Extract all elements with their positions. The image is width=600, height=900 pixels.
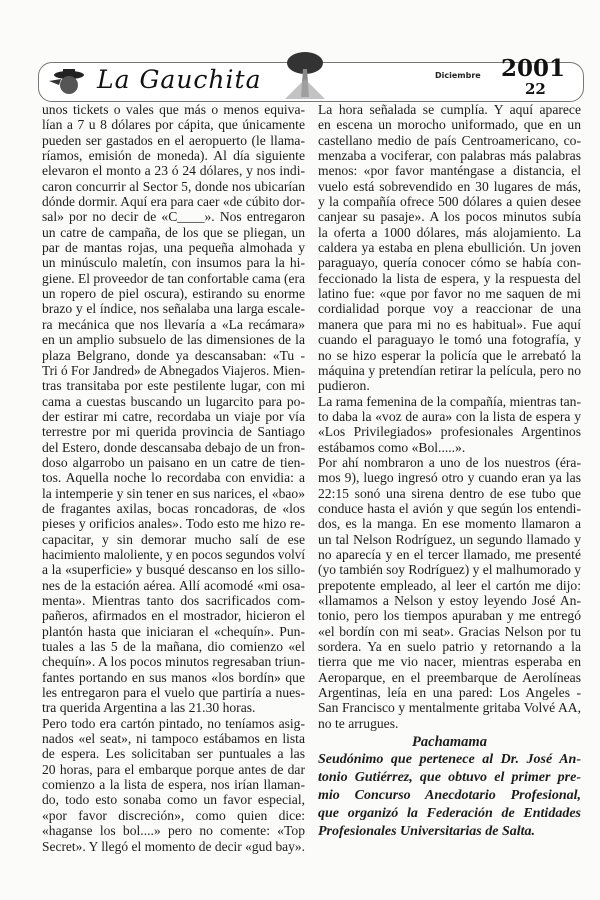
text-line: vuelo está sobrevendido en 30 lugares de más, [318,178,581,194]
text-line: ríamos, emisión de moneda). Al día siguiente [42,148,305,164]
text-line: sal» por no decir de «C____». Nos entregaron [42,209,305,225]
text-line: conduce hasta el avión y que según los entendi- [318,500,581,516]
text-line: lían a 7 u 8 dólares por cápita, que únicamente [42,117,305,133]
text-line: «Los Privilegiados» profesionales Argentinos [318,424,581,440]
text-line: manera que para mi no es habitual». Fue aquí [318,316,581,332]
text-line: terrestre por mi querida provincia de Santiago [42,424,305,440]
text-line: un tal Nelson Rodríguez, un segundo llamado y [318,531,581,547]
text-line: pieses y orificios anales». Todo esto me hizo re- [42,516,305,532]
text-line: unos tickets o vales que más o menos equiva- [42,102,305,117]
text-line: plaza Belgrano, donde ya descansaban: «Tu - [42,347,305,363]
text-line: tos. Aquella noche lo recordaba con envidia: a [42,470,305,486]
text-line: Por ahí nombraron a uno de los nuestros (éra- [318,454,581,470]
text-line: cordialidad porque voy a reaccionar de una [318,301,581,317]
text-line: Tri ó For Jandred» de Abnegados Viajeros. Mien- [42,362,306,378]
text-line: caldera ya estaba en plena ebullición. Un joven [318,240,581,256]
text-line: estábamos como «Bol.....». [318,439,466,455]
text-line: caron concurrir al Sector 5, donde nos ubicarían [42,178,305,194]
text-line: par de mantas rojas, una pequeña almohada y [42,240,305,256]
text-line: en un amplio subsuelo de las dimensiones de la [42,332,305,348]
text-line: un ropero de piel oscura), estirando su enorme [42,286,305,302]
text-line: Secret». Y llegó el momento de decir «gud bay». [42,838,305,854]
left-column [42,102,305,854]
text-line: sordera. Ya en suelo patrio y retornando a la [318,639,581,655]
text-line: del Estero, donde descansaba debajo de un fron- [42,439,305,455]
text-line: plantón hasta que iniciaran el «chequín». Pun- [42,623,305,639]
text-line: castellano medio de país Centroamericano, co- [318,132,581,148]
text-line: tra querida Argentina a las 21.30 horas. [42,700,256,716]
text-line: un catre de campaña, de los que se pliegan, un [42,224,305,240]
text-line: prepotente empleado, al leer el cartón me dijo: [318,577,581,593]
text-line: ra mecánica que nos llevaría a «La recámara» [42,316,305,332]
text-line: tonio, pero los tiempos apuraban y me entregó [318,608,581,624]
text-line: 20 horas, para el embarque porque antes de dar [42,761,305,777]
text-line: Argentinas, leía en una pared: Los Angeles - [318,685,581,701]
text-line: pañeros, afirmados en el mostrador, hicieron el [42,608,305,624]
text-line: brazo y el índice, nos señalaba una larga escale- [42,301,305,317]
text-line: «haganse los bol....» pero no comente: «Top [42,823,305,839]
text-line: tuales a las 5 de la mañana, dio comienzo «el [42,639,305,655]
credit-line: Profesionales Universitarias de Salta. [318,824,536,840]
text-line: elevaron el monto a 23 ó 24 dólares, y nos indi- [42,163,305,179]
text-line: San Francisco y mentalmente gritaba Volvé AA, [318,700,581,716]
text-line: canjear su pasaje». A los pocos minutos subía [318,209,581,225]
text-line: to daba la «voz de aura» con la lista de espera y [318,408,581,424]
text-line: de espera. Les solicitaban ser puntuales a las [42,746,305,762]
text-line: nados «el seat», ni tampoco estábamos en lista [42,731,305,747]
text-line: en escena un morocho uniformado, que en un [318,117,581,133]
author-credit [318,751,581,841]
text-line: feccionado la lista de espera, y la respuesta del [318,270,581,286]
paragraph [42,102,305,716]
text-line: menos: «por favor manténgase a distancia, el [318,163,581,179]
masthead [38,55,584,102]
text-line: comienzo a la lista de espera, nos irían llaman- [42,777,305,793]
text-line: la intemperie y sin tener en sus narices, el «bao» [42,485,306,501]
text-line: La hora señalada se cumplía. Y aquí aparece [318,102,581,117]
text-line: der estirar mi catre, recordaba un viaje por vía [42,408,305,424]
text-line: dónde dormir. Aquí era para caer «de cúbito dor- [42,194,305,210]
tree-illustration-icon [279,49,331,101]
text-line: un minúsculo maletín, con insumos para la hi- [42,255,305,271]
credit-line: Seudónimo que pertenece al Dr. José An- [318,752,581,768]
text-line: no aparecía y en el tercer llamado, me presenté [318,546,581,562]
text-line: do, todo esto sonaba como un favor especial, [42,792,305,808]
text-line: menzaba a vociferar, con palabras más palabras [318,148,581,164]
issue-number: 22 [525,80,546,98]
issue-month: Diciembre [435,71,481,80]
text-line: pueden ser gastados en el aeropuerto (le llama- [42,132,305,148]
text-line: paraguayo, quería conocer cómo se había con- [318,255,581,271]
text-line: tras transitaba por este pestilente lugar, con mi [42,378,305,394]
text-line: hacimiento maloliente, y en pocos segundos volví [42,546,306,562]
paragraph [42,716,305,854]
text-line: no te arrugues. [318,715,399,731]
gaucho-logo-icon [47,67,87,97]
paragraph [318,394,581,455]
text-line: de fragantes axilas, bocas roncadoras, de «los [42,500,305,516]
text-line: Aeroparque, en el preembarque de Aerolíneas [318,669,581,685]
credit-line: tonio Gutiérrez, que obtuvo el primer pre- [318,770,581,786]
text-line: tierra que me vio nacer, mientras esperaba en [318,654,581,670]
text-line: (yo también soy Rodríguez) y el malhumorado y [318,562,581,578]
text-line: doso algarrobo un paisano en un catre de tien- [42,454,305,470]
issue-year: 2001 [501,55,566,82]
text-line: «llamamos a Nelson y estoy leyendo José An- [318,593,581,608]
text-line: giene. El proveedor de tan confortable cama (era [42,270,305,286]
credit-line: mio Concurso Anecdotario Profesional, [318,788,581,804]
right-column [318,102,581,841]
text-line: la oferta a 1000 dólares, más alojamiento. La [318,224,581,240]
text-line: fantes portando en sus manos «los bordín» que [42,669,305,685]
text-line: y la compañía ofrece 500 dólares a quien desee [318,194,581,210]
text-line: no se hizo esperar la policía que le arrebató la [318,347,581,363]
text-line: chequín». A los pocos minutos regresaban triun- [42,654,305,670]
paragraph [318,102,581,394]
paragraph [318,455,581,731]
text-line: mos 9), luego ingresó otro y cuando eran ya las [318,470,581,486]
text-line: a la «superficie» y busqué descanso en los sillo- [42,562,305,578]
text-line: menta». Mientras tanto dos sacrificados com- [42,593,305,608]
text-line: 22:15 sonó una sirena dentro de ese tubo que [318,485,581,501]
text-line: dos, es la manga. En ese momento llamaron a [318,516,581,532]
text-line: capacitar, y sin demorar mucho salí de ese [42,531,305,547]
text-line: cuando el paraguayo le tomó una fotografía, y [318,332,581,348]
text-line: nes de la estación aérea. Allí acomodé «mi osa- [42,577,305,593]
publication-title: La Gauchita [97,65,262,94]
text-line: Pero todo era cartón pintado, no teníamos asig- [42,715,305,731]
text-line: cama a cuestas buscando un lugarcito para po- [42,393,305,409]
text-line: pudieron. [318,378,370,394]
text-line: «por favor discreción», como quien dice: [42,807,305,823]
author-signature: Pachamama [412,734,487,751]
text-line: La rama femenina de la compañía, mientras tan- [318,393,581,409]
text-line: máquina y pretendían retirar la película, pero no [318,362,581,378]
text-line: «el bordín con mi seat». Gracias Nelson por tu [318,623,581,639]
text-line: les entregaron para el vuelo que partiría a nues- [42,685,305,701]
credit-line: que organizó la Federación de Entidades [318,806,581,822]
text-line: latino fue: «que por favor no me saquen de mi [318,286,581,302]
